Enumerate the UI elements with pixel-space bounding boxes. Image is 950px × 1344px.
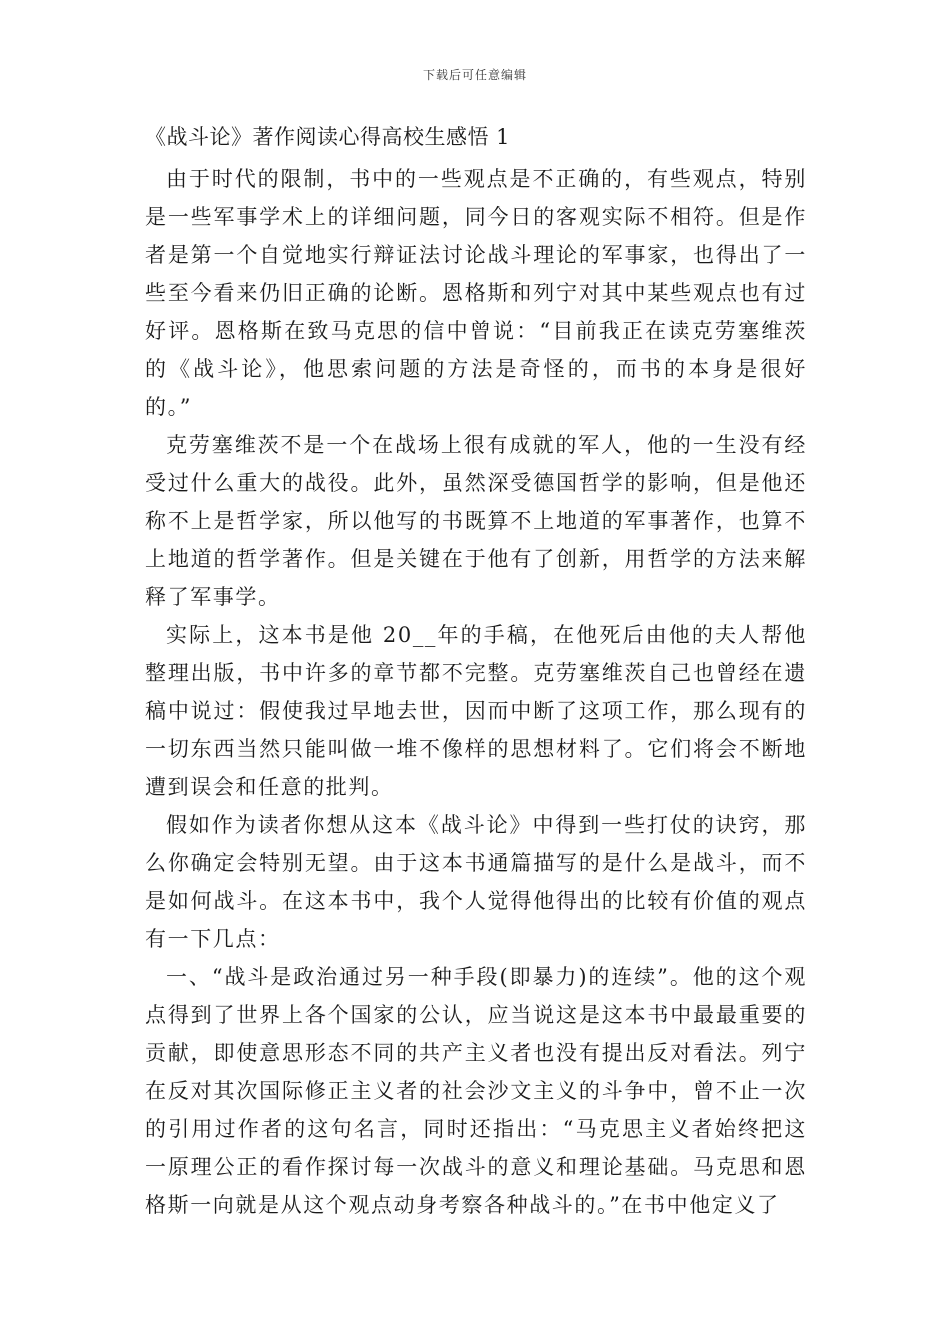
paragraph-4: 假如作为读者你想从这本《战斗论》中得到一些打仗的诀窍，那么你确定会特别无望。由于这本书通篇描写的是什么是战斗，而不是如何战斗。在这本书中，我个人觉得他得出的比较有价值的观点有一下几点： — [145, 813, 807, 951]
paragraph-1: 由于时代的限制，书中的一些观点是不正确的，有些观点，特别是一些军事学术上的详细问题，同今日的客观实际不相符。但是作者是第一个自觉地实行辩证法讨论战斗理论的军事家，也得出了一些至今看来仍旧正确的论断。恩格斯和列宁对其中某些观点也有过好评。恩格斯在致马克思的信中曾说：“目前我正在读克劳塞维茨的《战斗论》，他思索问题的方法是奇怪的，而书的本身是很好的。” — [145, 167, 807, 419]
paragraph-3: 实际上，这本书是他 20__年的手稿，在他死后由他的夫人帮他整理出版，书中许多的章节都不完整。克劳塞维茨自己也曾经在遗稿中说过：假使我过早地去世，因而中断了这项工作，那么现有的一切东西当然只能叫做一堆不像样的思想材料了。它们将会不断地遭到误会和任意的批判。 — [145, 623, 807, 799]
document-body — [145, 118, 807, 1224]
document-title: 《战斗论》著作阅读心得高校生感悟 1 — [145, 125, 511, 149]
paragraph-5: 一、“战斗是政治通过另一种手段(即暴力)的连续”。他的这个观点得到了世界上各个国家的公认，应当说这是这本书中最最重要的贡献，即使意思形态不同的共产主义者也没有提出反对看法。列宁在反对其次国际修正主义者的社会沙文主义的斗争中，曾不止一次的引用过作者的这句名言，同时还指出：“马克思主义者始终把这一原理公正的看作探讨每一次战斗的意义和理论基础。马克思和恩格斯一向就是从这个观点动身考察各种战斗的。”在书中他定义了 — [145, 965, 807, 1217]
header-note: 下载后可任意编辑 — [422, 68, 527, 82]
paragraph-2: 克劳塞维茨不是一个在战场上很有成就的军人，他的一生没有经受过什么重大的战役。此外，虽然深受德国哲学的影响，但是他还称不上是哲学家，所以他写的书既算不上地道的军事著作，也算不上地道的哲学著作。但是关键在于他有了创新，用哲学的方法来解释了军事学。 — [145, 433, 807, 609]
